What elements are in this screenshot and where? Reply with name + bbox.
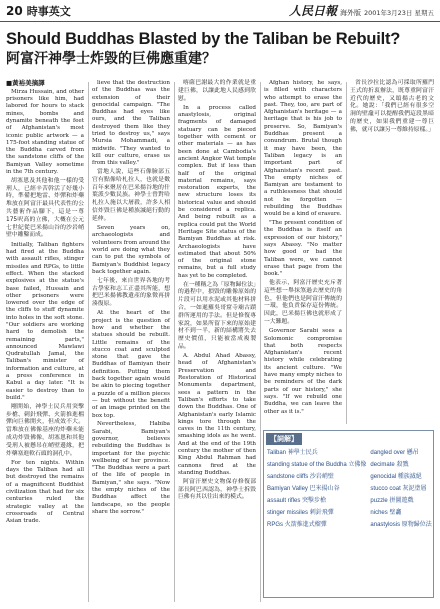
paragraph: 胡塞恩及其他和他一樣的受刑人，已經辛苦幹活了好幾小時，準備把地雷、炸彈和炸藥堆放在阿富汗最具代表性的公共藝術作品腳下，這是一尊175呎高的立佛，大概在公元七世紀從巴米揚山谷的沙岩峭壁中雕鑿而成。 [6, 177, 84, 239]
glossary-translation: 沙岩峭壁 [309, 473, 334, 480]
paragraph: Nevertheless, Habiba Sarabi, Bamiyan's governor, believes rebuilding the Buddhas is important for the psychic wellbeing of her province. "The Buddhas were a part of the life of people in Bamiyan," she says. "Now the empty niches of the Buddhas affect the landscape, so the people share the sorrow." [92, 421, 170, 515]
glossary-translation: 懸吊 [406, 449, 419, 456]
article-headline: Should Buddhas Blasted by the Taliban be Rebuilt? [6, 30, 401, 48]
glossary-term: stucco coat [370, 486, 401, 492]
glossary-translation: 神學士民兵 [287, 449, 318, 456]
column-rule [346, 82, 347, 424]
glossary-translation: 灰泥塗層 [402, 485, 427, 492]
masthead [289, 2, 434, 19]
glossary-item [370, 459, 432, 471]
masthead-subtitle: 海外版 [339, 9, 361, 17]
glossary-box [263, 430, 434, 598]
glossary-translation: 巴米揚山谷 [309, 485, 340, 492]
glossary-title: 【詞解】 [266, 433, 302, 445]
glossary-item [267, 495, 366, 507]
glossary-term: decimate [370, 462, 395, 468]
paragraph: Seven years on, archaeologists and volunteers from around the world are doing what they can to put the symbols of Bamiyan's Buddhist legacy back together again. [92, 225, 171, 275]
paragraph: Initially, Taliban fighters had fired at the Buddha with assault rifles, stinger missiles and RPGs, to little effect. When the stacked explosives at the statue's base failed, Hussain and other prisoners were lowered over the edge of the cliffs to stuff dynamite into holes in the soft stone. "Our soldiers are working hard to demolish the remaining parts," announced Mawlawi Qudratullah Jamal, the Taliban's minister of information and culture, at a press conference in Kabul a day later. "It is easier to destroy than to build." [6, 241, 84, 401]
glossary-translation: 殺戮 [396, 461, 409, 468]
glossary-term: stinger missiles [267, 510, 309, 516]
glossary-term: Bamiyan Valley [267, 486, 308, 492]
column-rule [260, 82, 261, 602]
paragraph: 他表示，阿富汗歷史充斥著這些想一舉抹煞過去歷史的角色，但他們也是阿富汗傳統的一環，他負責保存這份傳統。因此，巴米揚巨佛也就形成了一大難題。 [264, 280, 342, 325]
article-column-5 [350, 80, 434, 424]
paragraph: 阿富汗歷史文物保存修復部部長阿巴西認為，神學士拆毀巨佛有其以往出來的模式。 [178, 478, 256, 501]
glossary-term: sandstone cliffs [267, 474, 309, 480]
paragraph: In a process called anastylosis, original fragments of damaged statuary can be pieced together with cement or other materials — as has been done at Cambodia's ancient Angkor Wat temple complex. But if less than half of the original material remains, says restoration experts, the new structure loses its historical value and should be considered a replica. And being rebuilt as a replica could put the World Heritage Site status of the Bamiyan Buddhas at risk. Archaeologists have estimated that about 50% of the original stone remains, but a full study has yet to be completed. [178, 104, 256, 279]
glossary-term: anastylosis [370, 522, 401, 528]
paragraph: Afghan history, he says, is filled with characters who attempt to erase the past. They, too, are part of Afghanistan's heritage — a heritage that is his job to preserve. So, Bamiyan's Buddhas present a conundrum. Brutal though it may have been, the Taliban legacy is an important part of Afghanistan's recent past. The empty niches of Bamiyan are testament to a ruthlessness that should not be forgotten — rebuilding the Buddhas would be a kind of erasure. [264, 80, 342, 218]
header-left [6, 3, 71, 19]
glossary-term: standing statue of the Buddha [267, 462, 347, 468]
glossary-item [370, 519, 432, 531]
masthead-logo: 人民日報 [288, 4, 337, 18]
glossary-translation: 突擊步槍 [302, 497, 327, 504]
article-column-4 [264, 80, 342, 426]
glossary-item [267, 519, 366, 531]
glossary-item [370, 447, 432, 459]
paragraph: 喀薩巴謝最大的作業就是重建巨佛，以讓此地人民感到欣慰。 [178, 80, 256, 102]
byline: ■黃裕美摘譯 [6, 79, 45, 87]
paragraph: At the heart of the project is the question of how and whether the statues should be rebuilt. Little remains of the stucco coat and sculpted stone that gave the Buddhas of Bamiyan their definition. Putting them back together again would be akin to piecing together a puzzle of a million pieces — but without the benefit of an image printed on the box top. [92, 310, 170, 419]
glossary-list [267, 447, 432, 597]
glossary-translation: 刺針飛彈 [309, 509, 334, 516]
glossary-item [370, 507, 432, 519]
glossary-term: niches [370, 510, 388, 516]
glossary-item [267, 459, 366, 471]
glossary-item [267, 483, 366, 495]
glossary-translation: 立佛像 [348, 461, 367, 468]
glossary-item [370, 483, 432, 495]
glossary-item [370, 471, 432, 483]
glossary-translation: 拼圖遊戲 [389, 497, 414, 504]
paragraph: A. Abdul Ahad Abassy, head of Afghanistan's Preservation and Restoration of Historical Monuments department, sees a pattern in the Taliban's efforts to take down the Buddhas. One of Afghanistan's early Islamic kings tore through the caves in the 11th century, smashing idols as he went. And at the end of the 19th century the mother of then King Abdul Rahman had cannons fired at the standing Buddhas. [178, 353, 256, 476]
paragraph: 七年後，來自世界各地的考古學家和志工正盡其所能，想把巴米揚佛教遺產的象徵再拼湊復原。 [92, 277, 170, 308]
article-column-3 [178, 80, 256, 603]
paragraph: 在一種稱之為「原物歸位法」的過程中，損毀的雕像原始的片段可以用水泥或其他材料拼合，一如暹羅吳哥窟寺廟古蹟群所運用的手法。但是修復專家說，如果所留下來的原始建材不到一半，新的結構將失去歷史價值，只能被當成複製品。 [178, 281, 256, 350]
section-name: 時事英文 [26, 4, 71, 18]
glossary-term: RPGs [267, 522, 284, 528]
issue-date: 2001年3月23日 星期五 [363, 9, 434, 17]
paragraph: Mirza Hussain, and other prisoners like him, had labored for hours to stack mines, bombs and dynamite beneath the feet of Afghanistan's most iconic public artwork — a 175-foot standing statue of the Buddha carved from the sandstone cliffs of the Bamiyan Valley sometime in the 7th century. [6, 88, 84, 176]
page-number: 20 [6, 3, 23, 18]
glossary-item [370, 495, 432, 507]
column-rule [88, 82, 89, 602]
paragraph: For ten nights. Within days the Taliban had all but destroyed the remains of a magnificent Buddhist civilization that had for six centuries ruled the strategic valley at the crossroads of Central Asian trade. [6, 459, 84, 525]
paragraph: 剛開始，神學士民兵用突擊步槍、刺針飛彈、火箭推進榴彈向巨佛開火，但成效不大。當堆放在佛像基座的炸藥未能成功炸毀佛像，胡塞恩和其他受刑人被懸吊在峭壁邊緣，把炸藥塞進軟石頭的洞孔中。 [6, 403, 84, 457]
column-rule [174, 82, 175, 602]
glossary-translation: 原物歸位法 [401, 521, 432, 528]
article-column-1 [6, 80, 84, 603]
paragraph: "The present condition of the Buddhas is itself an expression of our history," says Abassy. "No matter how good or bad the Taliban were, we cannot erase that page from the book." [264, 220, 342, 278]
paragraph: Governor Sarabi sees a Solomonic compromise that both respects Afghanistan's recent history while celebrating its ancient culture. "We have many empty niches to be reminders of the dark parts of our history," she says. "If we rebuild one Buddha, we can leave the other as it is." [264, 328, 342, 415]
paragraph: 省長沙拉比認為可採取所羅門王式的折衷辦法，既尊重阿富汗近代的歷史，又頌揚古老的文化。她說：「我們已經有很多空洞的壁龕可以提醒我們這段黑暗的歷史，如果我們重建一尊巨佛，就可以讓另一尊維持原樣。」 [350, 80, 435, 133]
article-subheadline: 阿富汗神學士炸毀的巨佛應重建？ [6, 51, 216, 67]
glossary-term: puzzle [370, 498, 388, 504]
glossary-term: genocidal [370, 474, 397, 480]
glossary-term: dangled over [370, 450, 406, 456]
page-header [0, 0, 440, 22]
glossary-translation: 壁龕 [389, 509, 402, 516]
article-column-2 [92, 80, 170, 603]
glossary-item [267, 471, 366, 483]
glossary-item [267, 447, 366, 459]
glossary-translation: 火箭推進式榴彈 [284, 521, 327, 528]
glossary-term: Taliban [267, 450, 287, 456]
glossary-item [267, 507, 366, 519]
glossary-translation: 種族滅絕 [397, 473, 422, 480]
paragraph: 當地人說，這些石像臉部五官有點像哈札拉人，也就是數百年來聚居在巴米揚谷地的什葉派少數民族。神學士曾對哈札拉人施以大屠殺，許多人相信炸毀巨佛是種族滅絕行動的延伸。 [92, 169, 170, 222]
paragraph: lieve that the destruction of the Buddhas was the extension of their genocidal campaign. "The Buddhas had eyes like ours, and the Taliban destroyed them like they tried to destroy us," says Mursia Mohammadi, a midwife. "They wanted to kill our culture, erase us from this valley." [92, 80, 170, 167]
glossary-term: assault rifles [267, 498, 301, 504]
